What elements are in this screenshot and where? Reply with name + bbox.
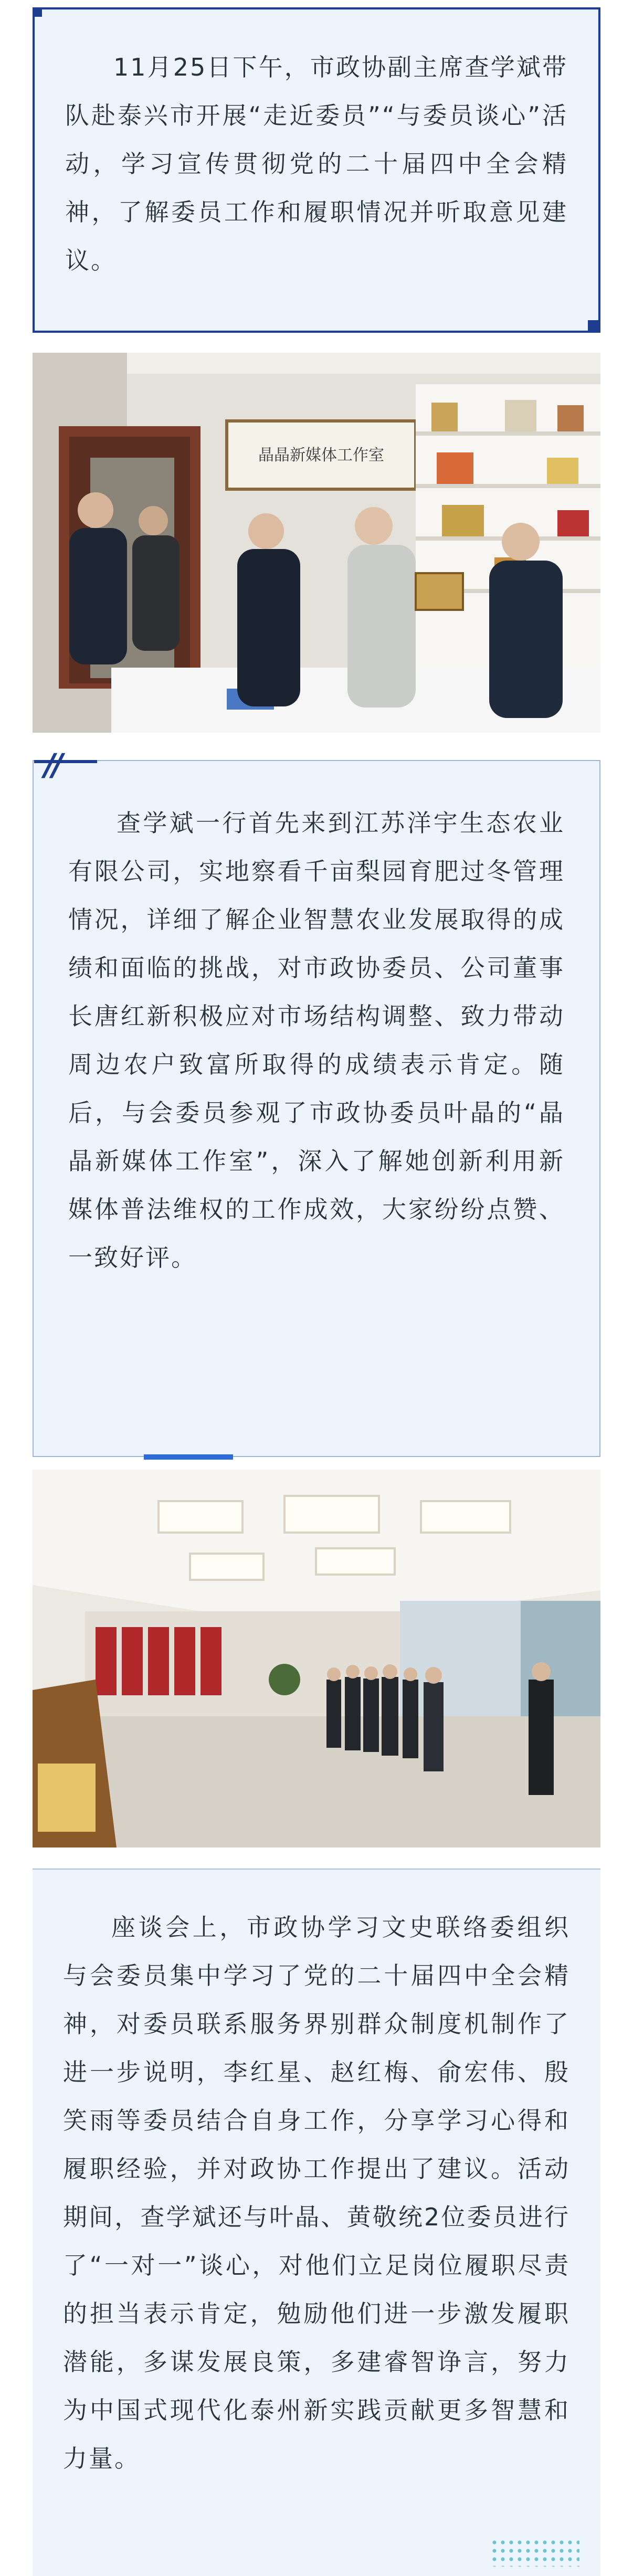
frame-corner-decoration (588, 320, 600, 333)
visit-text-box (33, 747, 600, 1457)
office-plaque-text: 晶晶新媒体工作室 (258, 446, 384, 464)
intro-paragraph: 11月25日下午，市政协副主席查学斌带队赴泰兴市开展“走近委员”“与委员谈心”活动，学习宣传贯彻党的二十届四中全会精神，了解委员工作和履职情况并听取意见建议。 (65, 53, 568, 275)
exhibition-hall-photo (33, 1470, 600, 1847)
frame-bar-decoration (34, 760, 97, 763)
visit-paragraph: 查学斌一行首先来到江苏洋宇生态农业有限公司，实地察看千亩梨园育肥过冬管理情况，详细了解企业智慧农业发展取得的成绩和面临的挑战，对市政协委员、公司董事长唐红新积极应对市场结构调整、致力带动周边农户致富所取得的成绩表示肯定。随后，与会委员参观了市政协委员叶晶的“晶晶新媒体工作室”，深入了解她创新利用新媒体普法维权的工作成效，大家纷纷点赞、一致好评。 (68, 809, 565, 1272)
office-visit-photo (33, 353, 600, 733)
meeting-paragraph: 座谈会上，市政协学习文史联络委组织与会委员集中学习了党的二十届四中全会精神，对委员联系服务界别群众制度机制作了进一步说明，李红星、赵红梅、俞宏伟、殷笑雨等委员结合自身工作，分享学习心得和履职经验，并对政协工作提出了建议。活动期间，查学斌还与叶晶、黄敬统2位委员进行了“一对一”谈心，对他们立足岗位履职尽责的担当表示肯定，勉励他们进一步激发履职潜能，多谋发展良策，多建睿智诤言，努力为中国式现代化泰州新实践贡献更多智慧和力量。 (63, 1913, 570, 2473)
dot-pattern-decoration (490, 2538, 579, 2567)
meeting-text-box (33, 1868, 600, 2576)
frame-bar-decoration (144, 1454, 233, 1460)
intro-text-box (33, 7, 600, 333)
quote-mark-icon: // (44, 747, 60, 783)
frame-corner-decoration (33, 7, 42, 17)
